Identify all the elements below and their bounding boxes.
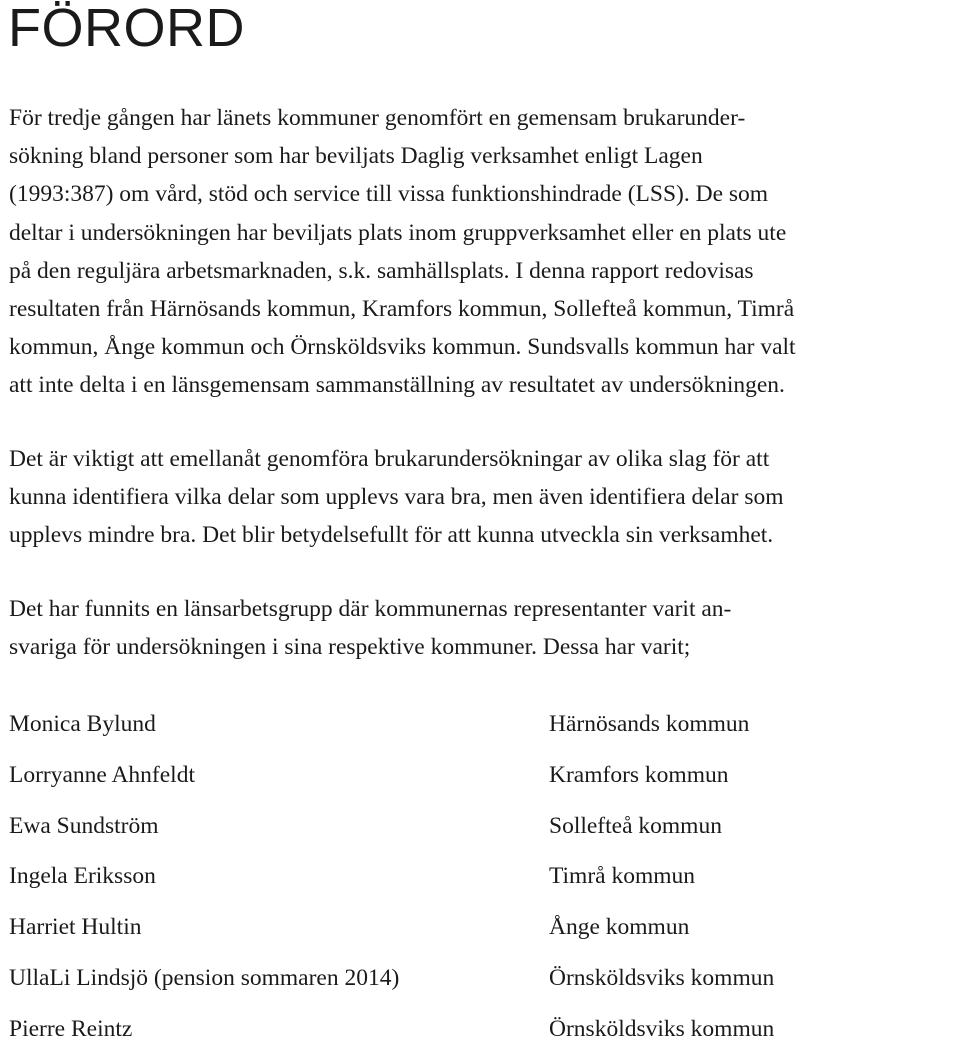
paragraph-intro <box>9 99 954 405</box>
paragraph-line: sökning bland personer som har beviljats Daglig verksamhet enligt Lagen <box>9 143 703 170</box>
member-municipality: Ånge kommun <box>549 914 690 941</box>
member-municipality: Kramfors kommun <box>549 761 729 788</box>
member-name: Monica Bylund <box>9 711 156 737</box>
member-row <box>9 857 954 908</box>
page-title: FÖRORD <box>8 0 245 58</box>
paragraph-line: Det är viktigt att emellanåt genomföra brukarundersökningar av olika slag för att <box>9 446 770 472</box>
member-municipality: Örnsköldsviks kommun <box>549 964 775 991</box>
paragraph-working-group <box>9 590 954 666</box>
member-list <box>9 705 954 1061</box>
member-row <box>9 705 954 756</box>
member-municipality: Örnsköldsviks kommun <box>549 1015 775 1042</box>
paragraph-line: på den reguljära arbetsmarknaden, s.k. samhällsplats. I denna rapport redovisas <box>9 257 754 284</box>
paragraph-importance <box>9 440 954 555</box>
paragraph-line: kunna identifiera vilka delar som upplevs vara bra, men även identifiera delar som <box>9 484 784 511</box>
member-name: Pierre Reintz <box>9 1015 133 1042</box>
member-municipality: Sollefteå kommun <box>549 812 722 839</box>
member-row <box>9 1010 954 1061</box>
member-row <box>9 908 954 959</box>
member-name: UllaLi Lindsjö (pension sommaren 2014) <box>9 964 400 991</box>
paragraph-line: att inte delta i en länsgemensam sammanställning av resultatet av undersökningen. <box>9 372 785 399</box>
paragraph-line: upplevs mindre bra. Det blir betydelsefullt för att kunna utveckla sin verksamhet. <box>9 522 774 549</box>
paragraph-line: För tredje gången har länets kommuner genomfört en gemensam brukarunder- <box>9 105 746 131</box>
paragraph-line: (1993:387) om vård, stöd och service till vissa funktionshindrade (LSS). De som <box>9 181 769 208</box>
paragraph-line: svariga för undersökningen i sina respektive kommuner. Dessa har varit; <box>9 634 691 661</box>
member-municipality: Timrå kommun <box>549 863 696 890</box>
member-municipality: Härnösands kommun <box>549 711 750 737</box>
member-row <box>9 756 954 807</box>
member-name: Ingela Eriksson <box>9 863 156 890</box>
paragraph-line: kommun, Ånge kommun och Örnsköldsviks kommun. Sundsvalls kommun har valt <box>9 334 796 361</box>
member-name: Harriet Hultin <box>9 914 142 941</box>
member-row <box>9 807 954 858</box>
paragraph-line: resultaten från Härnösands kommun, Kramfors kommun, Sollefteå kommun, Timrå <box>9 296 795 323</box>
member-name: Lorryanne Ahnfeldt <box>9 761 195 788</box>
member-row <box>9 959 954 1010</box>
member-name: Ewa Sundström <box>9 812 159 839</box>
paragraph-line: deltar i undersökningen har beviljats plats inom gruppverksamhet eller en plats ute <box>9 219 787 246</box>
paragraph-line: Det har funnits en länsarbetsgrupp där kommunernas representanter varit an- <box>9 596 732 622</box>
